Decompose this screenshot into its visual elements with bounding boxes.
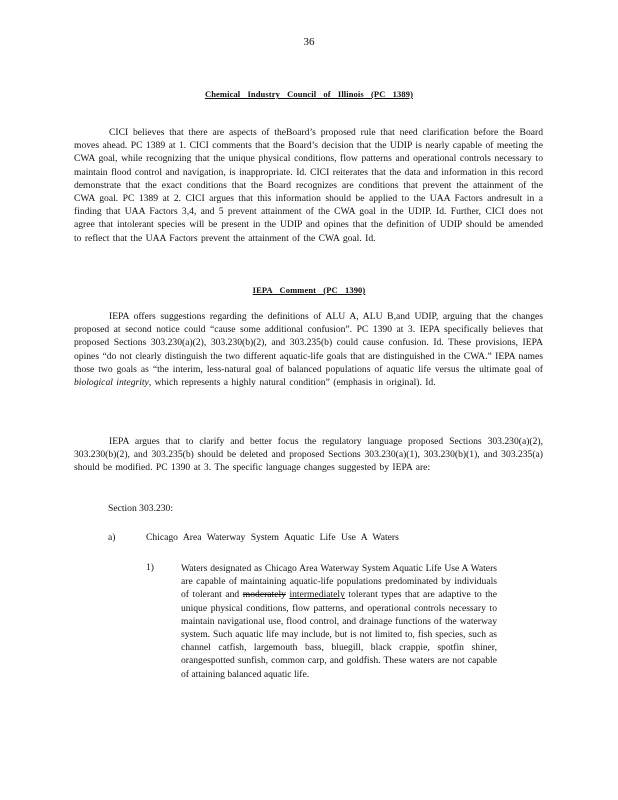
item-1-text-end: tolerant types that are adaptive to the unique physical conditions, flow patterns, and operational controls necessary to maintain navigational use, flood control, and drainage functions of the waterway system. Such aquatic life may include, but is not limited to, fish species, such as channel catfish, largemouth bass, bluegill, black crappie, spotfin shiner, orangespotted sunfish, common carp, and goldfish. These waters are not capable of attaining balanced aquatic life. bbox=[181, 589, 497, 680]
cici-paragraph: CICI believes that there are aspects of theBoard’s proposed rule that need clarification before the Board moves ahead. PC 1389 at 1. CICI comments that the Board’s decision that the UDIP is nearly capable of meeting the CWA goal, while recognizing that the unique physical conditions, flow patterns and operational controls necessary to maintain flood control and navigation, is inappropriate. Id. CICI reiterates that the data and information in this record demonstrate that the exact conditions that the Board recognizes are conditions that prevent the attainment of the CWA goal. PC 1389 at 2. CICI argues that this information should be applied to the UAA Factors andresult in a finding that UAA Factors 3,4, and 5 prevent attainment of the CWA goal in the UDIP. Id. Further, CICI does not agree that intolerant species will be present in the UDIP and opines that the definition of UDIP should be amended to reflect that the UAA Factors prevent the attainment of the CWA goal. Id. bbox=[74, 127, 543, 244]
iepa-heading: IEPA Comment (PC 1390) bbox=[252, 285, 366, 295]
iepa-paragraph-1 bbox=[74, 310, 543, 389]
item-1-text-start: Waters designated as Chicago Area Waterway System Aquatic Life Use A Waters are capable of maintaining aquatic-life populations predominated by individuals of tolerant and bbox=[181, 563, 497, 601]
inserted-word: intermediately bbox=[289, 589, 345, 601]
page-number: 36 bbox=[303, 36, 315, 48]
subsection-a-label: a) bbox=[108, 532, 116, 543]
iepa-paragraph-1-tail: , which represents a highly natural condition” (emphasis in original). Id. bbox=[148, 377, 436, 389]
struck-word: moderately bbox=[242, 589, 286, 601]
iepa-paragraph-2: IEPA argues that to clarify and better focus the regulatory language proposed Sections 303.230(a)(2), 303.230(b)(2), and 303.235(b) should be deleted and proposed Sections 303.230(a)(1), 303.230(b)(1), and 303.235(a) should be modified. PC 1390 at 3. The specific language changes suggested by IEPA are: bbox=[74, 436, 543, 474]
item-1-label: 1) bbox=[146, 562, 154, 573]
emphasis-biological-integrity: biological integrity bbox=[74, 377, 149, 389]
cici-heading: Chemical Industry Council of Illinois (PC 1389) bbox=[204, 89, 414, 99]
item-1-text bbox=[181, 562, 497, 681]
subsection-a-title: Chicago Area Waterway System Aquatic Life Use A Waters bbox=[146, 532, 399, 543]
iepa-paragraph-1-text: IEPA offers suggestions regarding the definitions of ALU A, ALU B,and UDIP, arguing that the changes proposed at second notice could “cause some additional confusion”. PC 1390 at 3. IEPA specifically believes that proposed Sections 303.230(a)(2), 303.230(b)(2), and 303.235(b) could cause confusion. Id. These provisions, IEPA opines “do not clearly distinguish the two different aquatic-life goals that are distinguished in the CWA.” IEPA names those two goals as “the interim, less-natural goal of balanced populations of aquatic life versus the ultimate goal of bbox=[74, 311, 543, 375]
section-label: Section 303.230: bbox=[108, 503, 174, 514]
